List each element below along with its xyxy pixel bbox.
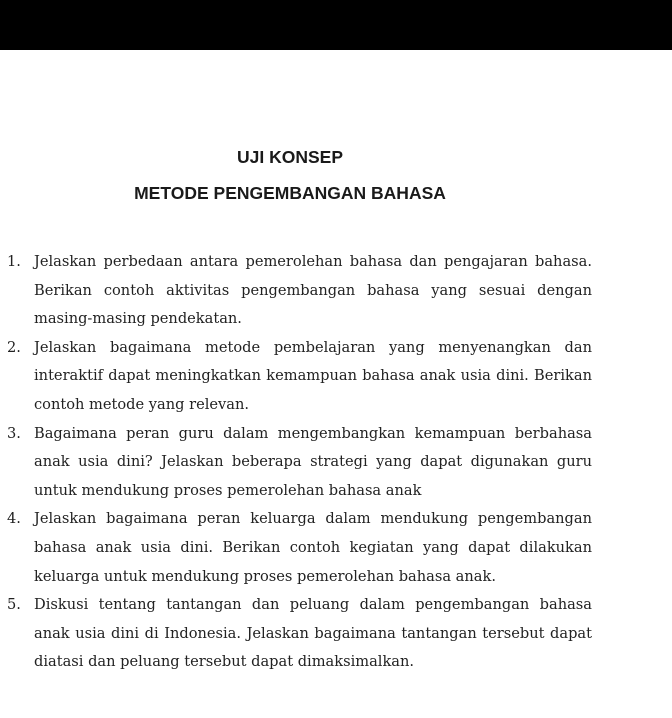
question-list: [0, 248, 592, 677]
document-page: [0, 50, 672, 718]
question-number: 3.: [7, 424, 21, 442]
question-item: [0, 334, 592, 420]
document-subtitle: METODE PENGEMBANGAN BAHASA: [134, 183, 446, 203]
question-text: Diskusi tentang tantangan dan peluang dalam pengembangan bahasa anak usia dini di Indonesia. Jelaskan bagaimana tantangan tersebut dapat diatasi dan peluang tersebut dapat dimaksimalkan.: [34, 596, 592, 671]
question-item: [0, 591, 592, 677]
question-item: [0, 248, 592, 334]
question-number: 2.: [7, 338, 21, 356]
question-text: Jelaskan perbedaan antara pemerolehan bahasa dan pengajaran bahasa. Berikan contoh aktivitas pengembangan bahasa yang sesuai dengan masing-masing pendekatan.: [34, 253, 592, 328]
question-text: Bagaimana peran guru dalam mengembangkan kemampuan berbahasa anak usia dini? Jelaskan beberapa strategi yang dapat digunakan guru untuk mendukung proses pemerolehan bahasa anak: [34, 424, 592, 499]
question-text: Jelaskan bagaimana peran keluarga dalam mendukung pengembangan bahasa anak usia dini. Berikan contoh kegiatan yang dapat dilakukan keluarga untuk mendukung proses pemerolehan bahasa anak.: [34, 510, 592, 585]
top-black-bar: [0, 0, 672, 50]
question-item: [0, 505, 592, 591]
document-title: UJI KONSEP: [237, 147, 343, 167]
question-item: [0, 420, 592, 506]
question-number: 4.: [7, 510, 21, 528]
question-number: 5.: [7, 596, 21, 614]
question-number: 1.: [7, 253, 21, 270]
question-text: Jelaskan bagaimana metode pembelajaran yang menyenangkan dan interaktif dapat meningkatkan kemampuan bahasa anak usia dini. Berikan contoh metode yang relevan.: [34, 338, 592, 413]
